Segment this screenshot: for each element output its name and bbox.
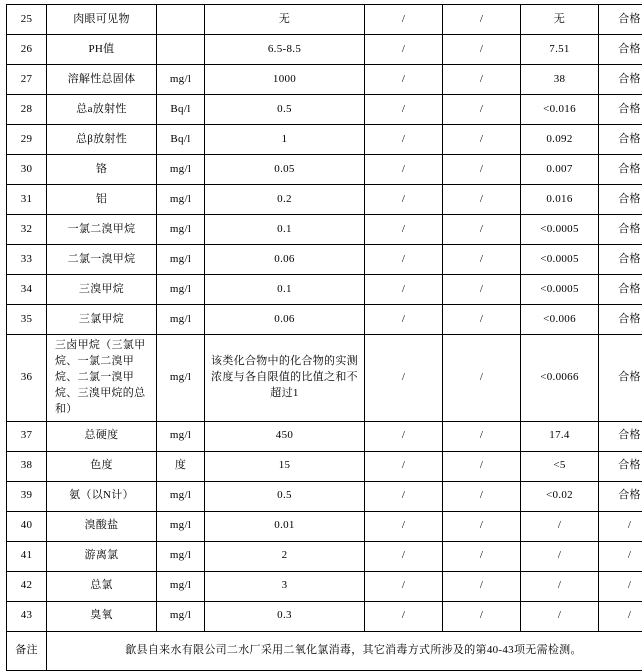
row-result: 7.51 — [521, 35, 599, 65]
row-col2: / — [443, 571, 521, 601]
row-number: 32 — [7, 215, 47, 245]
row-item: 氨（以N计） — [47, 481, 157, 511]
table-row — [7, 95, 642, 125]
table-body — [7, 5, 642, 671]
row-item: 总硬度 — [47, 421, 157, 451]
row-col2: / — [443, 335, 521, 422]
row-limit: 0.01 — [205, 511, 365, 541]
row-limit: 0.1 — [205, 215, 365, 245]
row-limit: 0.06 — [205, 245, 365, 275]
row-item: 三氯甲烷 — [47, 305, 157, 335]
row-judgement: 合格 — [599, 335, 642, 422]
row-judgement: 合格 — [599, 421, 642, 451]
row-result: <0.0005 — [521, 245, 599, 275]
row-limit: 该类化合物中的化合物的实测浓度与各自限值的比值之和不超过1 — [205, 335, 365, 422]
row-number: 41 — [7, 541, 47, 571]
row-col2: / — [443, 481, 521, 511]
row-judgement: / — [599, 511, 642, 541]
row-result: 0.007 — [521, 155, 599, 185]
row-limit: 2 — [205, 541, 365, 571]
row-number: 43 — [7, 601, 47, 631]
row-col1: / — [365, 275, 443, 305]
row-limit: 0.5 — [205, 481, 365, 511]
table-row — [7, 571, 642, 601]
row-number: 35 — [7, 305, 47, 335]
row-col1: / — [365, 35, 443, 65]
row-judgement: 合格 — [599, 65, 642, 95]
row-judgement: 合格 — [599, 35, 642, 65]
row-judgement: 合格 — [599, 481, 642, 511]
row-result: <0.016 — [521, 95, 599, 125]
row-unit: mg/l — [157, 155, 205, 185]
row-item: 溶解性总固体 — [47, 65, 157, 95]
row-number: 25 — [7, 5, 47, 35]
row-result: / — [521, 601, 599, 631]
row-result: <0.0005 — [521, 215, 599, 245]
row-judgement: / — [599, 541, 642, 571]
row-result: <0.0005 — [521, 275, 599, 305]
row-unit: mg/l — [157, 185, 205, 215]
row-judgement: 合格 — [599, 5, 642, 35]
row-unit: mg/l — [157, 541, 205, 571]
row-item: 总a放射性 — [47, 95, 157, 125]
table-row — [7, 245, 642, 275]
row-limit: 0.5 — [205, 95, 365, 125]
remark-row — [7, 631, 642, 670]
row-judgement: 合格 — [599, 125, 642, 155]
row-judgement: / — [599, 571, 642, 601]
row-col1: / — [365, 125, 443, 155]
row-col2: / — [443, 35, 521, 65]
row-judgement: 合格 — [599, 185, 642, 215]
row-result: / — [521, 571, 599, 601]
row-judgement: 合格 — [599, 245, 642, 275]
row-unit: mg/l — [157, 601, 205, 631]
row-limit: 0.1 — [205, 275, 365, 305]
table-row — [7, 185, 642, 215]
row-unit: mg/l — [157, 215, 205, 245]
row-unit — [157, 5, 205, 35]
remark-text: 歙县自来水有限公司二水厂采用二氧化氯消毒，其它消毒方式所涉及的第40-43项无需检测。 — [47, 631, 642, 670]
row-number: 37 — [7, 421, 47, 451]
row-item: 色度 — [47, 451, 157, 481]
table-row — [7, 125, 642, 155]
row-unit: mg/l — [157, 245, 205, 275]
row-number: 26 — [7, 35, 47, 65]
table-row — [7, 451, 642, 481]
remark-label: 备注 — [7, 631, 47, 670]
row-judgement: 合格 — [599, 451, 642, 481]
row-item: 溴酸盐 — [47, 511, 157, 541]
row-judgement: 合格 — [599, 95, 642, 125]
row-number: 42 — [7, 571, 47, 601]
row-result: <0.02 — [521, 481, 599, 511]
table-row — [7, 5, 642, 35]
table-row — [7, 481, 642, 511]
row-unit: mg/l — [157, 335, 205, 422]
table-row — [7, 335, 642, 422]
row-item: PH值 — [47, 35, 157, 65]
row-item: 一氯二溴甲烷 — [47, 215, 157, 245]
row-item: 铬 — [47, 155, 157, 185]
row-judgement: / — [599, 601, 642, 631]
row-result: / — [521, 511, 599, 541]
row-limit: 1000 — [205, 65, 365, 95]
row-unit: mg/l — [157, 571, 205, 601]
row-col1: / — [365, 335, 443, 422]
row-col1: / — [365, 95, 443, 125]
row-unit: mg/l — [157, 421, 205, 451]
row-item: 总氯 — [47, 571, 157, 601]
row-col1: / — [365, 305, 443, 335]
row-col1: / — [365, 451, 443, 481]
row-item: 三溴甲烷 — [47, 275, 157, 305]
row-item: 游离氯 — [47, 541, 157, 571]
row-limit: 6.5-8.5 — [205, 35, 365, 65]
row-col1: / — [365, 215, 443, 245]
row-col1: / — [365, 571, 443, 601]
row-judgement: 合格 — [599, 275, 642, 305]
row-number: 34 — [7, 275, 47, 305]
row-unit: 度 — [157, 451, 205, 481]
row-col2: / — [443, 125, 521, 155]
row-col2: / — [443, 275, 521, 305]
row-col2: / — [443, 185, 521, 215]
row-limit: 无 — [205, 5, 365, 35]
row-col2: / — [443, 511, 521, 541]
row-col1: / — [365, 511, 443, 541]
row-result: / — [521, 541, 599, 571]
row-limit: 0.3 — [205, 601, 365, 631]
row-unit — [157, 35, 205, 65]
table-row — [7, 541, 642, 571]
row-item: 二氯一溴甲烷 — [47, 245, 157, 275]
row-col1: / — [365, 481, 443, 511]
row-result: 无 — [521, 5, 599, 35]
row-col1: / — [365, 185, 443, 215]
row-unit: mg/l — [157, 511, 205, 541]
table-row — [7, 65, 642, 95]
row-col1: / — [365, 541, 443, 571]
row-number: 36 — [7, 335, 47, 422]
row-col1: / — [365, 601, 443, 631]
row-unit: Bq/l — [157, 125, 205, 155]
table-row — [7, 155, 642, 185]
row-col2: / — [443, 65, 521, 95]
table-row — [7, 305, 642, 335]
row-item: 三卤甲烷（三氯甲烷、一氯二溴甲烷、二氯一溴甲烷、三溴甲烷的总和） — [47, 335, 157, 422]
row-unit: Bq/l — [157, 95, 205, 125]
row-col1: / — [365, 421, 443, 451]
row-col2: / — [443, 245, 521, 275]
row-result: 0.016 — [521, 185, 599, 215]
row-number: 29 — [7, 125, 47, 155]
row-item: 铝 — [47, 185, 157, 215]
row-number: 38 — [7, 451, 47, 481]
row-number: 33 — [7, 245, 47, 275]
row-item: 总β放射性 — [47, 125, 157, 155]
row-judgement: 合格 — [599, 215, 642, 245]
table-row — [7, 421, 642, 451]
row-limit: 0.05 — [205, 155, 365, 185]
row-col2: / — [443, 451, 521, 481]
row-judgement: 合格 — [599, 305, 642, 335]
row-number: 40 — [7, 511, 47, 541]
row-col1: / — [365, 155, 443, 185]
row-col2: / — [443, 421, 521, 451]
row-unit: mg/l — [157, 305, 205, 335]
row-result: 17.4 — [521, 421, 599, 451]
row-judgement: 合格 — [599, 155, 642, 185]
row-result: 38 — [521, 65, 599, 95]
row-unit: mg/l — [157, 275, 205, 305]
row-col2: / — [443, 215, 521, 245]
row-result: 0.092 — [521, 125, 599, 155]
row-col2: / — [443, 155, 521, 185]
row-result: <5 — [521, 451, 599, 481]
row-col1: / — [365, 5, 443, 35]
row-unit: mg/l — [157, 65, 205, 95]
row-col1: / — [365, 65, 443, 95]
table-row — [7, 275, 642, 305]
row-item: 臭氧 — [47, 601, 157, 631]
row-col2: / — [443, 541, 521, 571]
row-result: <0.0066 — [521, 335, 599, 422]
table-row — [7, 215, 642, 245]
water-quality-table — [6, 4, 642, 671]
row-limit: 0.2 — [205, 185, 365, 215]
row-limit: 15 — [205, 451, 365, 481]
row-col2: / — [443, 5, 521, 35]
row-col1: / — [365, 245, 443, 275]
table-row — [7, 601, 642, 631]
row-number: 39 — [7, 481, 47, 511]
row-col2: / — [443, 95, 521, 125]
row-col2: / — [443, 601, 521, 631]
row-number: 27 — [7, 65, 47, 95]
row-number: 31 — [7, 185, 47, 215]
table-row — [7, 511, 642, 541]
row-number: 28 — [7, 95, 47, 125]
row-number: 30 — [7, 155, 47, 185]
row-limit: 0.06 — [205, 305, 365, 335]
table-row — [7, 35, 642, 65]
row-unit: mg/l — [157, 481, 205, 511]
row-limit: 450 — [205, 421, 365, 451]
row-item: 肉眼可见物 — [47, 5, 157, 35]
row-limit: 3 — [205, 571, 365, 601]
row-limit: 1 — [205, 125, 365, 155]
row-result: <0.006 — [521, 305, 599, 335]
row-col2: / — [443, 305, 521, 335]
